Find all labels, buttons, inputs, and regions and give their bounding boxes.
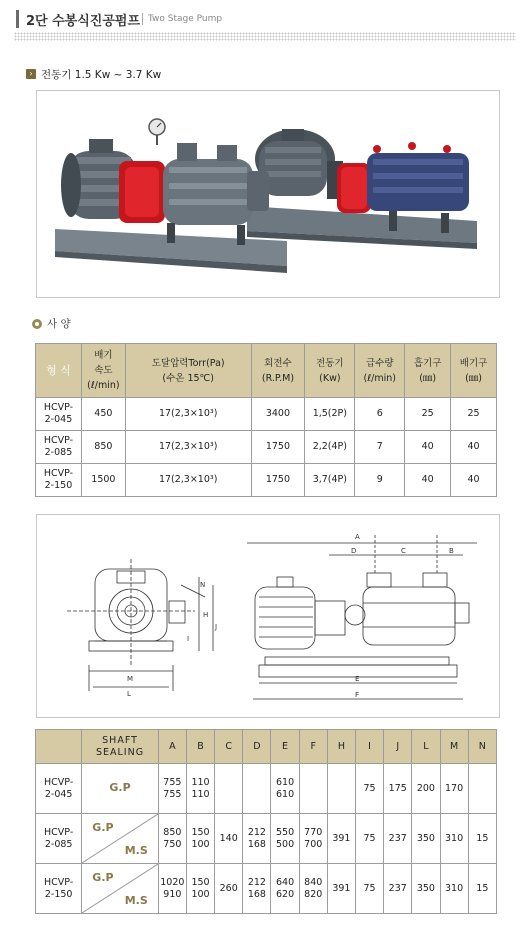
dim-cell: 260 xyxy=(215,864,243,914)
dimension-drawing-svg xyxy=(37,515,499,717)
table-row xyxy=(36,398,497,431)
seal-ms-label: M.S xyxy=(124,894,148,907)
spec-header-outlet: 배기구 (㎜) xyxy=(451,344,497,398)
pump-unit-rear xyxy=(247,129,477,249)
spec-cell-motor: 2,2(4P) xyxy=(305,431,355,464)
drawing-label-a: A xyxy=(355,533,360,541)
spec-section-label: 사 양 xyxy=(47,318,71,330)
spec-cell-model: HCVP- 2-150 xyxy=(36,464,82,497)
spec-cell-pressure: 17(2,3×10³) xyxy=(125,431,251,464)
spec-cell-rpm: 1750 xyxy=(251,464,305,497)
spec-cell-water: 7 xyxy=(355,431,405,464)
dim-cell: 840 820 xyxy=(299,864,327,914)
circle-bullet-icon xyxy=(32,319,42,329)
dim-cell: 15 xyxy=(468,814,496,864)
dim-cell: 75 xyxy=(355,814,383,864)
drawing-label-n: N xyxy=(200,581,206,589)
spec-header-water: 급수량 (ℓ/min) xyxy=(355,344,405,398)
dim-header-col: C xyxy=(215,730,243,764)
spec-cell-pressure: 17(2,3×10³) xyxy=(125,398,251,431)
dim-cell: 755 755 xyxy=(158,764,186,814)
dim-cell: 1020 910 xyxy=(158,864,186,914)
dim-header-col: H xyxy=(327,730,355,764)
dim-cell: 391 xyxy=(327,864,355,914)
page-title: 2단 수봉식진공펌프 xyxy=(26,14,141,29)
dim-cell-model: HCVP- 2-045 xyxy=(36,764,82,814)
dim-header-model xyxy=(36,730,82,764)
dim-header-col: L xyxy=(412,730,440,764)
dim-cell xyxy=(468,764,496,814)
dim-cell-seal xyxy=(82,814,158,864)
seal-gp-label: G.P xyxy=(92,821,114,834)
dim-header-col: A xyxy=(158,730,186,764)
dim-header-col: N xyxy=(468,730,496,764)
dim-cell: 75 xyxy=(355,764,383,814)
dim-cell: 110 110 xyxy=(186,764,214,814)
dim-cell: 310 xyxy=(440,814,468,864)
dim-header-col: B xyxy=(186,730,214,764)
motor-range-label: 전동기 1.5 Kw ~ 3.7 Kw xyxy=(41,69,162,81)
dim-cell: 391 xyxy=(327,814,355,864)
spec-cell-model: HCVP- 2-085 xyxy=(36,431,82,464)
pump-photo-illustration xyxy=(37,91,499,297)
spec-header-rpm: 회전수 (R.P.M) xyxy=(251,344,305,398)
spec-cell-outlet: 25 xyxy=(451,398,497,431)
spec-header-speed: 배기 속도 (ℓ/min) xyxy=(81,344,125,398)
dim-header-row xyxy=(36,730,497,764)
dim-header-col: I xyxy=(355,730,383,764)
dim-cell xyxy=(243,764,271,814)
dim-cell: 175 xyxy=(384,764,412,814)
spec-cell-motor: 3,7(4P) xyxy=(305,464,355,497)
dim-cell: 150 100 xyxy=(186,814,214,864)
dim-header-col: D xyxy=(243,730,271,764)
side-view xyxy=(247,535,477,699)
dim-cell: 310 xyxy=(440,864,468,914)
dimension-table xyxy=(35,729,497,914)
drawing-label-b: B xyxy=(449,547,454,555)
drawing-label-d: D xyxy=(351,547,357,555)
dim-cell xyxy=(299,764,327,814)
dim-cell-model: HCVP- 2-150 xyxy=(36,864,82,914)
dim-cell: 170 xyxy=(440,764,468,814)
spec-cell-model: HCVP- 2-045 xyxy=(36,398,82,431)
table-row xyxy=(36,464,497,497)
dim-cell: 15 xyxy=(468,864,496,914)
table-row xyxy=(36,764,497,814)
dim-header-seal: SHAFT SEALING xyxy=(82,730,158,764)
dim-cell: 212 168 xyxy=(243,814,271,864)
spec-cell-outlet: 40 xyxy=(451,431,497,464)
dim-cell: 610 610 xyxy=(271,764,299,814)
dim-cell: 140 xyxy=(215,814,243,864)
table-row xyxy=(36,814,497,864)
dim-cell-seal xyxy=(82,764,158,814)
spec-cell-outlet: 40 xyxy=(451,464,497,497)
seal-gp-label: G.P xyxy=(92,871,114,884)
drawing-label-m: M xyxy=(127,675,134,683)
dim-header-col: E xyxy=(271,730,299,764)
page-subtitle: Two Stage Pump xyxy=(148,14,223,24)
dim-cell-seal xyxy=(82,864,158,914)
spec-header-motor: 전동기 (Kw) xyxy=(305,344,355,398)
dim-header-col: F xyxy=(299,730,327,764)
drawing-label-h: H xyxy=(203,611,209,619)
dim-cell: 350 xyxy=(412,814,440,864)
spec-cell-speed: 1500 xyxy=(81,464,125,497)
spec-header-model: 형 식 xyxy=(36,344,82,398)
dim-cell: 850 750 xyxy=(158,814,186,864)
dim-cell-model: HCVP- 2-085 xyxy=(36,814,82,864)
spec-cell-pressure: 17(2,3×10³) xyxy=(125,464,251,497)
arrow-right-icon: › xyxy=(26,69,36,79)
dim-cell: 640 620 xyxy=(271,864,299,914)
dim-cell xyxy=(215,764,243,814)
table-row xyxy=(36,864,497,914)
dim-header-col: J xyxy=(384,730,412,764)
spec-cell-inlet: 40 xyxy=(405,464,451,497)
spec-cell-rpm: 1750 xyxy=(251,431,305,464)
dimension-drawing xyxy=(36,514,500,718)
spec-table xyxy=(35,343,497,497)
header-separator xyxy=(142,13,143,25)
spec-header-row xyxy=(36,344,497,398)
dim-cell: 237 xyxy=(384,864,412,914)
dim-cell: 212 168 xyxy=(243,864,271,914)
end-view xyxy=(67,559,213,691)
spec-cell-water: 9 xyxy=(355,464,405,497)
drawing-label-i: I xyxy=(187,635,190,643)
spec-cell-speed: 850 xyxy=(81,431,125,464)
dim-cell: 550 500 xyxy=(271,814,299,864)
drawing-label-f: F xyxy=(355,691,360,699)
table-row xyxy=(36,431,497,464)
spec-cell-rpm: 3400 xyxy=(251,398,305,431)
dim-header-col: M xyxy=(440,730,468,764)
drawing-label-c: C xyxy=(401,547,406,555)
spec-header-inlet: 흡기구 (㎜) xyxy=(405,344,451,398)
drawing-label-e: E xyxy=(355,675,360,683)
seal-gp-label: G.P xyxy=(109,781,131,794)
dim-cell: 75 xyxy=(355,864,383,914)
spec-cell-motor: 1,5(2P) xyxy=(305,398,355,431)
spec-cell-inlet: 40 xyxy=(405,431,451,464)
drawing-label-l: L xyxy=(127,690,131,698)
dim-cell xyxy=(327,764,355,814)
spec-cell-speed: 450 xyxy=(81,398,125,431)
product-photo xyxy=(36,90,500,298)
spec-cell-inlet: 25 xyxy=(405,398,451,431)
spec-header-pressure: 도달압력Torr(Pa) (수온 15℃) xyxy=(125,344,251,398)
dim-cell: 237 xyxy=(384,814,412,864)
pump-unit-front xyxy=(55,119,287,273)
dim-cell: 350 xyxy=(412,864,440,914)
seal-ms-label: M.S xyxy=(124,844,148,857)
dim-cell: 770 700 xyxy=(299,814,327,864)
header-dotted-divider xyxy=(14,32,516,41)
header-accent-bar xyxy=(16,10,19,28)
drawing-label-j: J xyxy=(215,623,218,631)
dim-cell: 150 100 xyxy=(186,864,214,914)
dim-cell: 200 xyxy=(412,764,440,814)
spec-cell-water: 6 xyxy=(355,398,405,431)
